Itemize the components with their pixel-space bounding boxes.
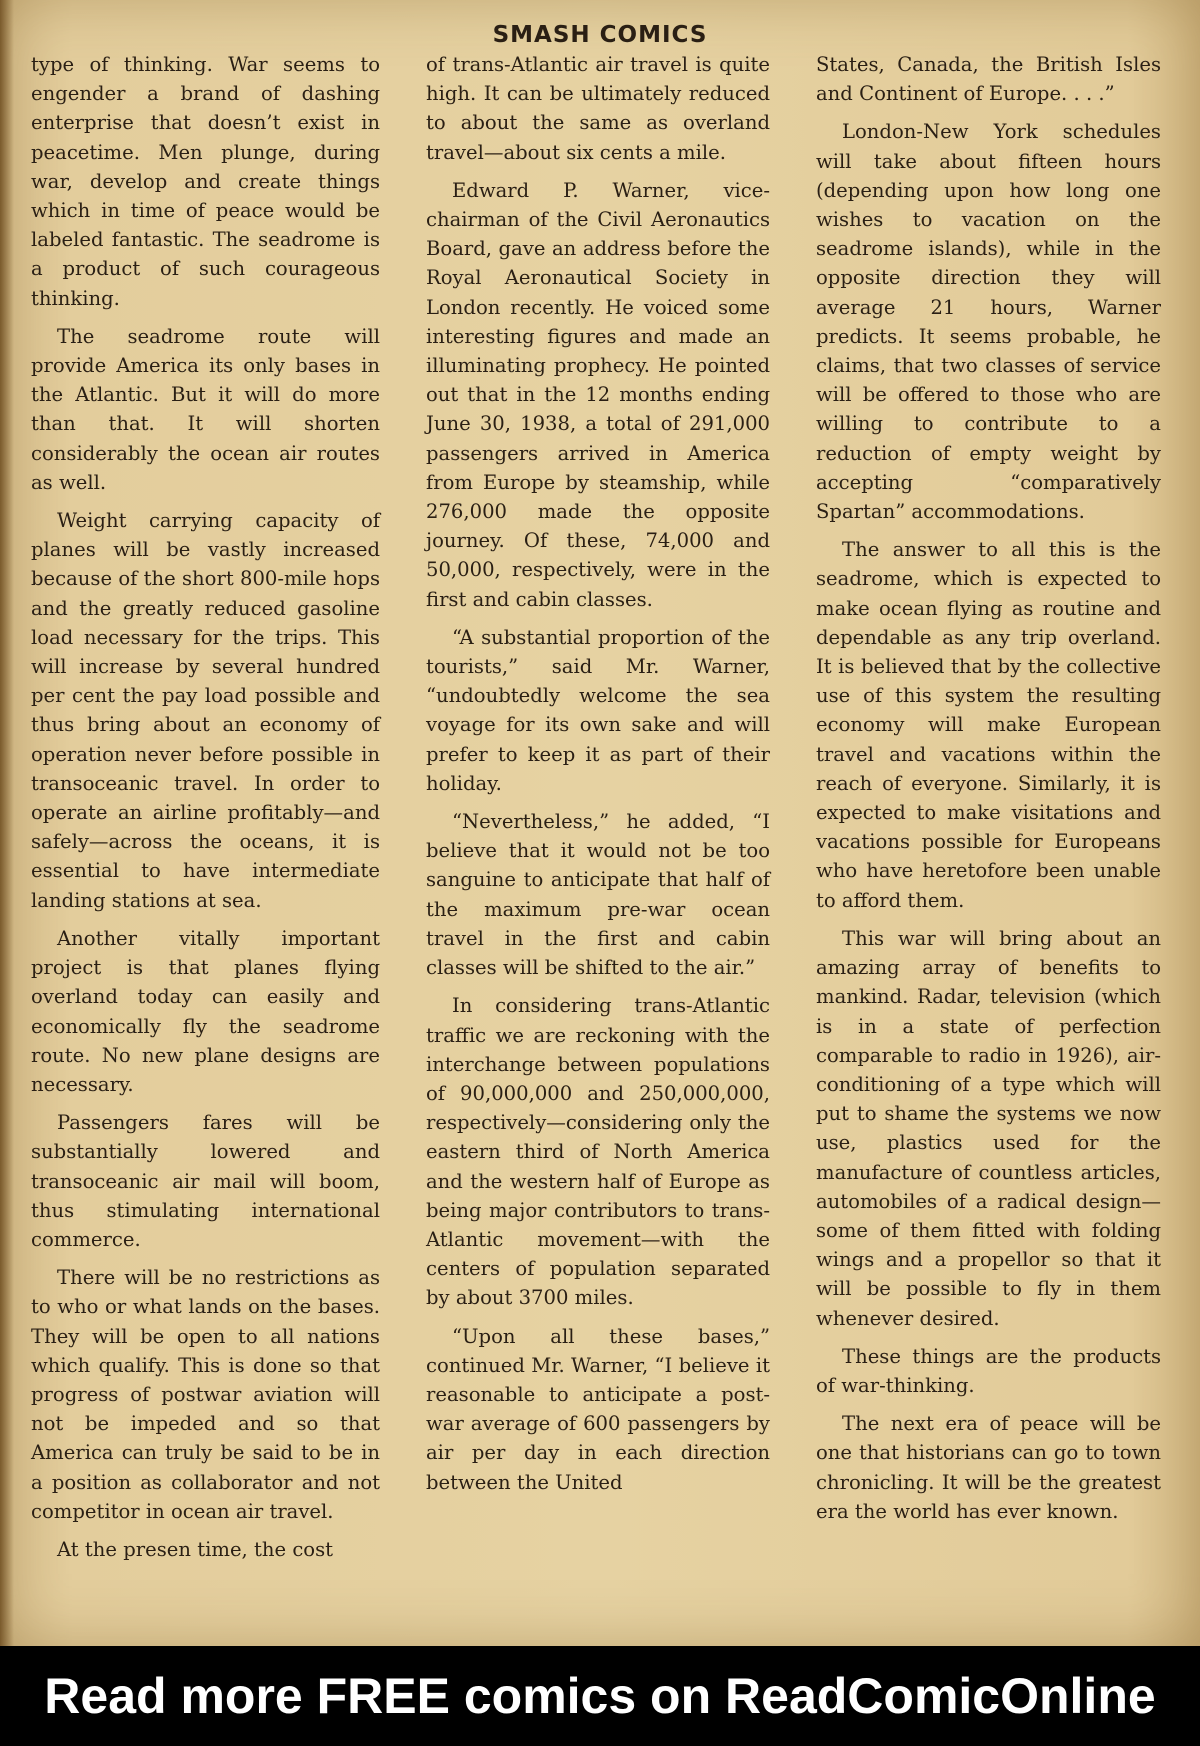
paragraph: States, Canada, the British Isles and Continent of Europe. . . .” [816, 53, 1161, 106]
paragraph: Another vitally important project is that planes flying overland today can easily and economically fly the seadrome route. No new plane designs are necessary. [31, 926, 380, 1096]
paragraph: The next era of peace will be one that historians can go to town chronicling. It will be the greatest era the world has ever known. [816, 1412, 1161, 1523]
paragraph: In considering trans-Atlantic traffic we are reckoning with the interchange between populations of 90,000,000 and 250,000,000, respectively—considering only the eastern third of North America and the western half of Europe as being major contributors to trans-Atlantic movement—with the centers of population separated by about 3700 miles. [426, 994, 770, 1310]
paragraph: Edward P. Warner, vice-chairman of the Civil Aeronautics Board, gave an address before the Royal Aeronautical Society in London recently. He voiced some interesting figures and made an illuminating prophecy. He pointed out that in the 12 months ending June 30, 1938, a total of 291,000 passengers arrived in America from Europe by steamship, while 276,000 made the opposite journey. Of these, 74,000 and 50,000, respectively, were in the first and cabin classes. [426, 178, 770, 611]
paragraph: These things are the products of war-thinking. [816, 1344, 1161, 1397]
paragraph: Passengers fares will be substantially lowered and transoceanic air mail will boom, thus stimulating international commerce. [31, 1111, 380, 1251]
text-column-left [31, 50, 380, 1573]
paragraph: London-New York schedules will take about fifteen hours (depending upon how long one wishes to vacation on the seadrome islands), while in the opposite direction they will average 21 hours, Warner predicts. It seems probable, he claims, that two classes of service will be offered to those who are willing to contribute to a reduction of empty weight by accepting “comparatively Spartan” accommodations. [816, 120, 1161, 524]
paragraph: of trans-Atlantic air travel is quite high. It can be ultimately reduced to about the same as overland travel—about six cents a mile. [426, 53, 770, 164]
paragraph: This war will bring about an amazing array of benefits to mankind. Radar, television (which is in a state of perfection comparable to radio in 1926), air-conditioning of a type which will put to shame the systems we now use, plastics used for the manufacture of countless articles, automobiles of a radical design—some of them fitted with folding wings and a propellor so that it will be possible to fly in them whenever desired. [816, 926, 1161, 1330]
paragraph: “A substantial proportion of the tourists,” said Mr. Warner, “undoubtedly welcome the sea voyage for its own sake and will prefer to keep it as part of their holiday. [426, 625, 770, 795]
paragraph: The seadrome route will provide America its only bases in the Atlantic. But it will do more than that. It will shorten considerably the ocean air routes as well. [31, 324, 380, 494]
paragraph: type of thinking. War seems to engender a brand of dashing enterprise that doesn’t exist in peacetime. Men plunge, during war, develop and create things which in time of peace would be labeled fantastic. The seadrome is a product of such courageous thinking. [31, 53, 380, 310]
paragraph: There will be no restrictions as to who or what lands on the bases. They will be open to all nations which qualify. This is done so that progress of postwar aviation will not be impeded and so that America can truly be said to be in a position as collaborator and not competitor in ocean air travel. [31, 1266, 380, 1523]
paragraph: “Nevertheless,” he added, “I believe that it would not be too sanguine to anticipate that half of the maximum pre-war ocean travel in the first and cabin classes will be shifted to the air.” [426, 810, 770, 980]
page-header: SMASH COMICS [492, 22, 708, 48]
paragraph: Weight carrying capacity of planes will be vastly increased because of the short 800-mile hops and the greatly reduced gasoline load necessary for the trips. This will increase by several hundred per cent the pay load possible and thus bring about an economy of operation never before possible in transoceanic travel. In order to operate an airline profitably—and safely—across the oceans, it is essential to have intermediate landing stations at sea. [31, 509, 380, 912]
promo-banner[interactable] [0, 1646, 1200, 1746]
promo-banner-text[interactable]: Read more FREE comics on ReadComicOnline [44, 1668, 1156, 1724]
paragraph: At the presen time, the cost [57, 1537, 334, 1561]
paragraph: “Upon all these bases,” continued Mr. Warner, “I believe it reasonable to anticipate a post-war average of 600 passengers by air per day in each direction between the United [426, 1324, 770, 1494]
paragraph: The answer to all this is the seadrome, which is expected to make ocean flying as routine and dependable as any trip overland. It is believed that by the collective use of this system the resulting economy will make European travel and vacations within the reach of everyone. Similarly, it is expected to make visitations and vacations possible for Europeans who have heretofore been unable to afford them. [816, 538, 1161, 912]
text-column-middle [426, 50, 770, 1506]
text-column-right [816, 50, 1161, 1535]
